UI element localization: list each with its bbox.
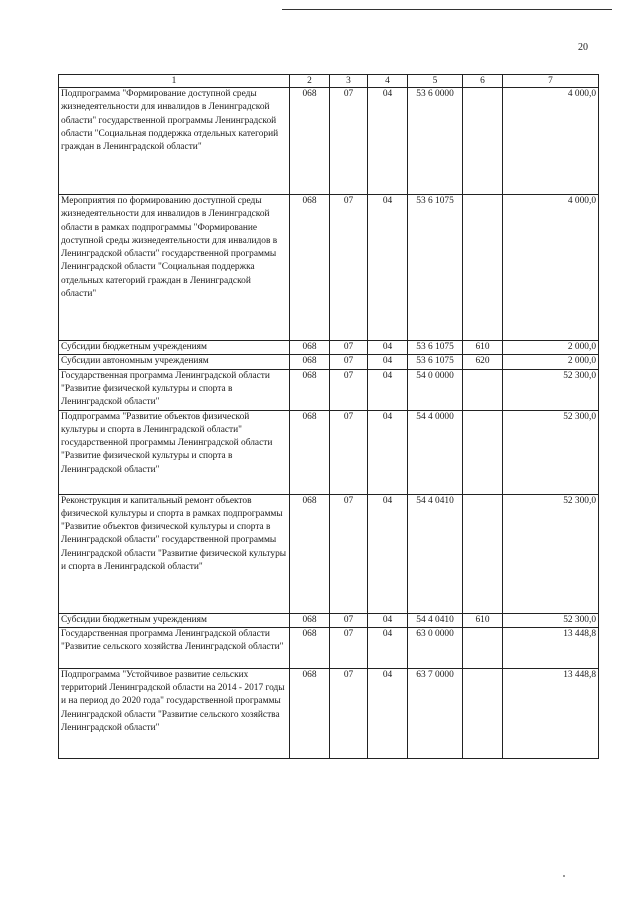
- header-cell: 2: [290, 75, 330, 88]
- row-col4: 04: [368, 88, 408, 195]
- row-col5: 63 7 0000: [408, 668, 463, 758]
- row-col7: 52 300,0: [503, 494, 599, 613]
- row-col6: 620: [463, 355, 503, 369]
- row-col2: 068: [290, 88, 330, 195]
- row-col3: 07: [330, 494, 368, 613]
- row-col7: 2 000,0: [503, 355, 599, 369]
- row-col4: 04: [368, 613, 408, 627]
- row-col4: 04: [368, 494, 408, 613]
- table-row: [59, 668, 599, 758]
- row-col6: [463, 195, 503, 341]
- table-row: [59, 88, 599, 195]
- row-col5: 53 6 1075: [408, 195, 463, 341]
- row-col6: 610: [463, 341, 503, 355]
- header-cell: 6: [463, 75, 503, 88]
- row-col7: 4 000,0: [503, 88, 599, 195]
- row-col4: 04: [368, 627, 408, 668]
- row-col3: 07: [330, 195, 368, 341]
- row-col3: 07: [330, 369, 368, 410]
- header-cell: 5: [408, 75, 463, 88]
- row-col7: 13 448,8: [503, 668, 599, 758]
- row-col5: 53 6 1075: [408, 355, 463, 369]
- table-row: [59, 195, 599, 341]
- header-cell: 3: [330, 75, 368, 88]
- row-col7: 2 000,0: [503, 341, 599, 355]
- row-col4: 04: [368, 369, 408, 410]
- row-col3: 07: [330, 613, 368, 627]
- row-col6: 610: [463, 613, 503, 627]
- row-col5: 63 0 0000: [408, 627, 463, 668]
- row-col2: 068: [290, 410, 330, 494]
- budget-table: [58, 74, 599, 759]
- header-row: [59, 75, 599, 88]
- row-col3: 07: [330, 341, 368, 355]
- row-name: Государственная программа Ленинградской области "Развитие физической культуры и спорта в Ленинградской области": [59, 369, 290, 410]
- row-col7: 52 300,0: [503, 369, 599, 410]
- row-col2: 068: [290, 494, 330, 613]
- row-col5: 54 4 0410: [408, 613, 463, 627]
- page-number: 20: [578, 42, 588, 53]
- row-name: Субсидии бюджетным учреждениям: [59, 341, 290, 355]
- table-row: [59, 613, 599, 627]
- row-col7: 52 300,0: [503, 613, 599, 627]
- table-row: [59, 341, 599, 355]
- table-row: [59, 355, 599, 369]
- row-col5: 54 0 0000: [408, 369, 463, 410]
- row-col2: 068: [290, 369, 330, 410]
- row-col7: 52 300,0: [503, 410, 599, 494]
- row-col3: 07: [330, 88, 368, 195]
- row-col2: 068: [290, 613, 330, 627]
- row-col2: 068: [290, 355, 330, 369]
- row-name: Реконструкция и капитальный ремонт объектов физической культуры и спорта в рамках подпрограммы "Развитие объектов физической культуры и спорта в Ленинградской области" государственной программы Ленинградской области "Развитие физической культуры и спорта в Ленинградской области": [59, 494, 290, 613]
- table-row: [59, 369, 599, 410]
- row-col5: 53 6 0000: [408, 88, 463, 195]
- row-col6: [463, 668, 503, 758]
- row-name: Субсидии автономным учреждениям: [59, 355, 290, 369]
- row-col2: 068: [290, 668, 330, 758]
- row-col7: 4 000,0: [503, 195, 599, 341]
- row-name: Подпрограмма "Устойчивое развитие сельских территорий Ленинградской области на 2014 - 2017 годы и на период до 2020 года" государственной программы Ленинградской области "Развитие сельского хозяйства Ленинградской области": [59, 668, 290, 758]
- row-col2: 068: [290, 195, 330, 341]
- row-col5: 54 4 0410: [408, 494, 463, 613]
- header-cell: 7: [503, 75, 599, 88]
- row-col3: 07: [330, 668, 368, 758]
- row-col4: 04: [368, 195, 408, 341]
- row-col4: 04: [368, 410, 408, 494]
- row-col2: 068: [290, 627, 330, 668]
- row-col6: [463, 627, 503, 668]
- row-name: Подпрограмма "Развитие объектов физической культуры и спорта в Ленинградской области" государственной программы Ленинградской области "Развитие физической культуры и спорта в Ленинградской области": [59, 410, 290, 494]
- row-col2: 068: [290, 341, 330, 355]
- row-col5: 53 6 1075: [408, 341, 463, 355]
- scan-speck: [563, 875, 565, 877]
- table-row: [59, 627, 599, 668]
- table-row: [59, 410, 599, 494]
- row-col3: 07: [330, 410, 368, 494]
- row-col6: [463, 369, 503, 410]
- row-col3: 07: [330, 355, 368, 369]
- row-col6: [463, 410, 503, 494]
- row-col4: 04: [368, 668, 408, 758]
- row-name: Мероприятия по формированию доступной среды жизнедеятельности для инвалидов в Ленинградской области в рамках подпрограммы "Формирование доступной среды жизнедеятельности для инвалидов в Ленинградской области" государственной программы Ленинградской области "Социальная поддержка отдельных категорий граждан в Ленинградской области": [59, 195, 290, 341]
- row-col6: [463, 88, 503, 195]
- header-cell: 1: [59, 75, 290, 88]
- row-col4: 04: [368, 355, 408, 369]
- row-col3: 07: [330, 627, 368, 668]
- top-rule: [282, 9, 612, 10]
- row-name: Субсидии бюджетным учреждениям: [59, 613, 290, 627]
- row-col7: 13 448,8: [503, 627, 599, 668]
- row-col6: [463, 494, 503, 613]
- row-col5: 54 4 0000: [408, 410, 463, 494]
- table-row: [59, 494, 599, 613]
- row-name: Государственная программа Ленинградской области "Развитие сельского хозяйства Ленинградской области": [59, 627, 290, 668]
- row-name: Подпрограмма "Формирование доступной среды жизнедеятельности для инвалидов в Ленинградской области" государственной программы Ленинградской области "Социальная поддержка отдельных категорий граждан в Ленинградской области": [59, 88, 290, 195]
- header-cell: 4: [368, 75, 408, 88]
- row-col4: 04: [368, 341, 408, 355]
